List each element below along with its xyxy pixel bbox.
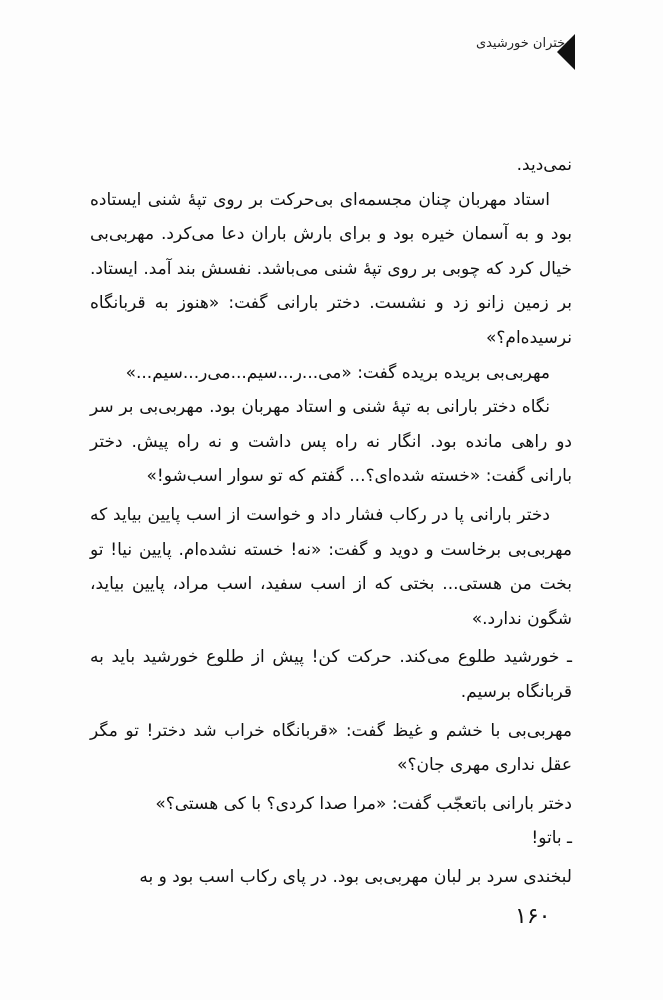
header-triangle-marker — [557, 34, 575, 70]
paragraph: نگاه دختر بارانی به تپهٔ شنی و استاد مهربان بود. مهربی‌بی بر سر دو راهی مانده بود. انگار نه راه پس داشت و نه راه پیش. دختر بارانی گفت: «خسته شده‌ای؟... گفتم که تو سوار اسب‌شو!» — [90, 397, 572, 487]
paragraph: لبخندی سرد بر لبان مهربی‌بی بود. در پای رکاب اسب بود و به — [139, 866, 572, 887]
paragraph: ـ باتو! — [531, 828, 572, 849]
running-header: دختران خورشیدی — [475, 36, 571, 51]
paragraph: دختر بارانی باتعجّب گفت: «مرا صدا کردی؟ با کی هستی؟» — [155, 793, 572, 814]
paragraph: دختر بارانی پا در رکاب فشار داد و خواست از اسب پایین بیاید که مهربی‌بی برخاست و دوید و گفت: «نه! خسته نشده‌ام. پایین نیا! تو بخت من هستی... بختی که از اسب سفید، اسب مراد، پایین بیاید، شگون ندارد.» — [90, 504, 572, 629]
paragraph: مهربی‌بی با خشم و غیظ گفت: «قربانگاه خراب شد دختر! تو مگر عقل نداری مهری جان؟» — [90, 720, 572, 776]
paragraph: استاد مهربان چنان مجسمه‌ای بی‌حرکت بر روی تپهٔ شنی ایستاده بود و به آسمان خیره بود و برای بارش باران دعا می‌کرد. مهربی‌بی خیال کرد که چوبی بر روی تپهٔ شنی می‌باشد. نفسش بند آمد. ایستاد. بر زمین زانو زد و نشست. دختر بارانی گفت: «هنوز به قربانگاه نرسیده‌ام؟» — [90, 189, 572, 348]
paragraph: ـ خورشید طلوع می‌کند. حرکت کن! پیش از طلوع خورشید باید به قربانگاه برسیم. — [90, 647, 572, 702]
body-text — [90, 148, 572, 894]
paragraph: نمی‌دید. — [516, 155, 572, 175]
page-number: ۱۶۰ — [515, 904, 551, 929]
paragraph: مهربی‌بی بریده بریده گفت: «می...ر...سیم...می‌ر...سیم...» — [125, 362, 550, 383]
